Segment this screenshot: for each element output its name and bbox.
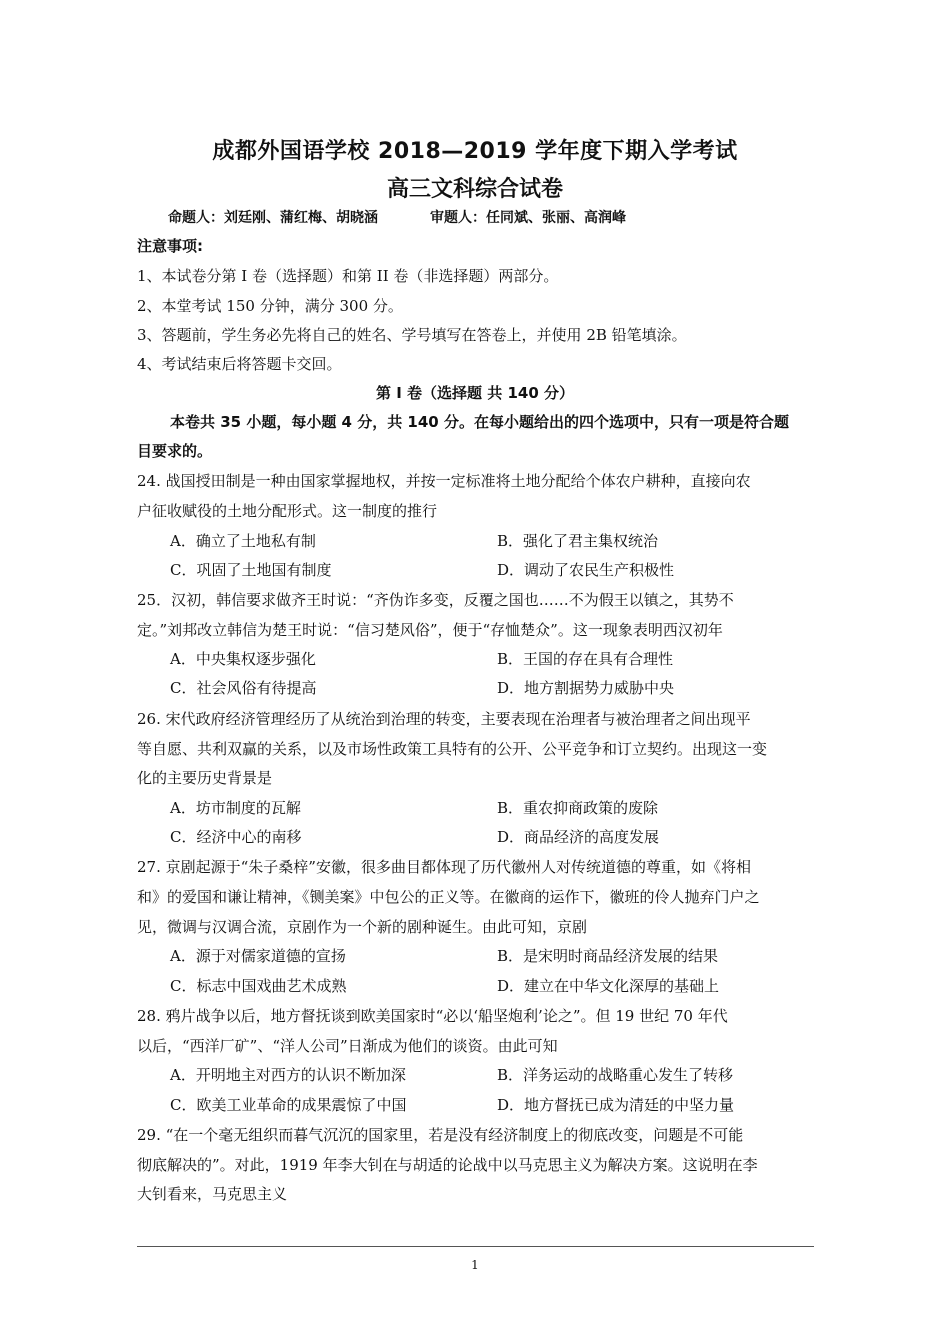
note-item: 3、答题前，学生务必先将自己的姓名、学号填写在答卷上，并使用 2B 铅笔填涂。 [137,326,687,344]
note-item: 4、考试结束后将答题卡交回。 [137,355,342,373]
option-b: B．洋务运动的战略重心发生了转移 [497,1066,734,1084]
authors-line [168,207,626,227]
question-27-text: 见，微调与汉调合流，京剧作为一个新的剧种诞生。由此可知，京剧 [137,918,588,936]
question-25-text: 定。”刘邦改立韩信为楚王时说：“信习楚风俗”，便于“存恤楚众”。这一现象表明西汉初年 [137,621,723,639]
option-d: D．建立在中华文化深厚的基础上 [497,977,720,995]
notes-heading: 注意事项: [137,237,203,255]
exam-title: 成都外国语学校 2018—2019 学年度下期入学考试 [212,139,738,164]
option-b: B．王国的存在具有合理性 [497,650,674,668]
option-b: B．重农抑商政策的废除 [497,799,659,817]
option-a: A．开明地主对西方的认识不断加深 [170,1066,406,1084]
question-27-text: 和》的爱国和谦让精神，《铡美案》中包公的正义等。在徽商的运作下，徽班的伶人抛弃门户之 [137,888,760,906]
option-d: D．调动了农民生产积极性 [497,561,675,579]
option-d: D．地方割据势力威胁中央 [497,679,675,697]
question-26-text: 26. 宋代政府经济管理经历了从统治到治理的转变，主要表现在治理者与被治理者之间出现平 [137,710,751,728]
question-28-text: 28. 鸦片战争以后，地方督抚谈到欧美国家时“必以‘船坚炮利’论之”。但 19 世纪 70 年代 [137,1007,728,1025]
question-26-text: 等自愿、共利双赢的关系，以及市场性政策工具特有的公开、公平竞争和订立契约。出现这一变 [137,740,768,758]
question-24-text: 24. 战国授田制是一种由国家掌握地权，并按一定标准将土地分配给个体农户耕种，直接向农 [137,472,751,490]
option-c: C．经济中心的南移 [170,828,302,846]
section-instruction: 本卷共 35 小题，每小题 4 分，共 140 分。在每小题给出的四个选项中，只有一项是符合题 [170,413,789,431]
option-b: B．是宋明时商品经济发展的结果 [497,947,719,965]
option-b: B．强化了君主集权统治 [497,532,659,550]
option-d: D．地方督抚已成为清廷的中坚力量 [497,1096,735,1114]
footer-divider [137,1246,814,1247]
option-c: C．欧美工业革命的成果震惊了中国 [170,1096,407,1114]
question-29-text: 29. “在一个毫无组织而暮气沉沉的国家里，若是没有经济制度上的彻底改变，问题是不可能 [137,1126,744,1144]
option-d: D．商品经济的高度发展 [497,828,660,846]
page-number: 1 [471,1258,479,1272]
note-item: 2、本堂考试 150 分钟，满分 300 分。 [137,297,403,315]
section-title: 第 I 卷（选择题 共 140 分） [375,384,574,402]
option-a: A．源于对儒家道德的宣扬 [170,947,346,965]
question-24-text: 户征收赋役的土地分配形式。这一制度的推行 [137,502,438,520]
note-item: 1、本试卷分第 I 卷（选择题）和第 II 卷（非选择题）两部分。 [137,267,559,285]
question-29-text: 大钊看来，马克思主义 [137,1185,288,1203]
option-a: A．确立了土地私有制 [170,532,316,550]
question-27-text: 27. 京剧起源于“朱子桑梓”安徽，很多曲目都体现了历代徽州人对传统道德的尊重，如《将相 [137,858,751,876]
option-c: C．标志中国戏曲艺术成熟 [170,977,347,995]
reviewers: 审题人：任同斌、张丽、高润峰 [430,210,626,226]
question-25-text: 25．汉初，韩信要求做齐王时说：“齐伪诈多变，反覆之国也……不为假王以镇之，其势不 [137,591,734,609]
option-c: C．社会风俗有待提高 [170,679,317,697]
option-a: A．中央集权逐步强化 [170,650,316,668]
question-28-text: 以后，“西洋厂矿”、“洋人公司”日渐成为他们的谈资。由此可知 [137,1037,558,1055]
question-29-text: 彻底解决的”。对此，1919 年李大钊在与胡适的论战中以马克思主义为解决方案。这说明在李 [137,1156,758,1174]
exam-subtitle: 高三文科综合试卷 [386,177,563,202]
question-26-text: 化的主要历史背景是 [137,769,273,787]
question-setters: 命题人：刘廷刚、蒲红梅、胡晓涵 [168,210,378,226]
option-a: A．坊市制度的瓦解 [170,799,301,817]
option-c: C．巩固了土地国有制度 [170,561,332,579]
section-instruction: 目要求的。 [137,442,213,460]
